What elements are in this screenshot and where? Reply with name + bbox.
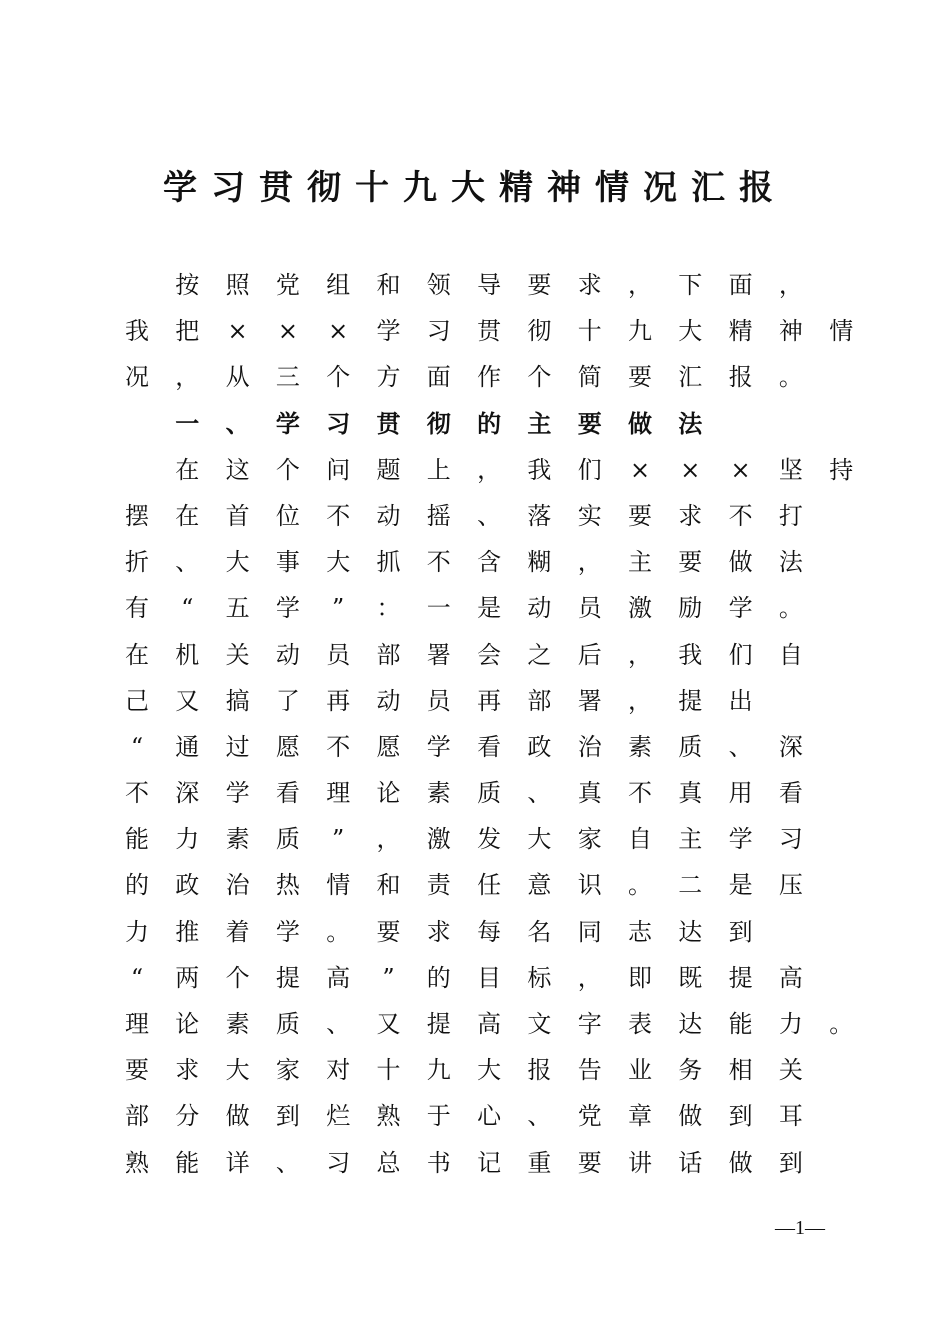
body-line: “ 两 个 提 高 ” 的 目 标 ， 即 既 提 高 [130,963,803,992]
body-line: 能 力 素 质 ” ， 激 发 大 家 自 主 学 习 [125,825,803,854]
body-line: 我 把 × × × 学 习 贯 彻 十 九 大 精 神 情 [125,317,854,346]
body-line: 己 又 搞 了 再 动 员 再 部 署 ， 提 出 [125,686,753,715]
body-line: “ 通 过 愿 不 愿 学 看 政 治 素 质 、 深 [130,732,803,761]
body-line: 熟 能 详 、 习 总 书 记 重 要 讲 话 做 到 [125,1148,803,1177]
body-line: 有 “ 五 学 ” ： 一 是 动 员 激 励 学 。 [125,594,803,623]
body-line: 况 ， 从 三 个 方 面 作 个 简 要 汇 报 。 [125,363,803,392]
body-line: 的 政 治 热 情 和 责 任 意 识 。 二 是 压 [125,871,803,900]
section-heading: 一 、 学 习 贯 彻 的 主 要 做 法 [175,408,703,438]
body-line: 折 、 大 事 大 抓 不 含 糊 ， 主 要 做 法 [125,548,803,577]
body-line: 要 求 大 家 对 十 九 大 报 告 业 务 相 关 [125,1056,803,1085]
body-line: 摆 在 首 位 不 动 摇 、 落 实 要 求 不 打 [125,501,803,530]
body-text [112,262,854,1186]
body-line: 理 论 素 质 、 又 提 高 文 字 表 达 能 力 。 [125,1010,854,1038]
body-line: 不 深 学 看 理 论 素 质 、 真 不 真 用 看 [125,779,803,808]
body-line: 按 照 党 组 和 领 导 要 求 ， 下 面 ， [175,271,803,299]
page-number: —1— [775,1217,825,1239]
body-line: 部 分 做 到 烂 熟 于 心 、 党 章 做 到 耳 [125,1102,803,1131]
body-line: 在 机 关 动 员 部 署 会 之 后 ， 我 们 自 [125,640,803,669]
body-line: 力 推 着 学 。 要 求 每 名 同 志 达 到 [125,917,753,946]
body-line: 在 这 个 问 题 上 ， 我 们 × × × 坚 持 [175,455,854,484]
page-title: 学习贯彻十九大精神情况汇报 [163,168,787,208]
